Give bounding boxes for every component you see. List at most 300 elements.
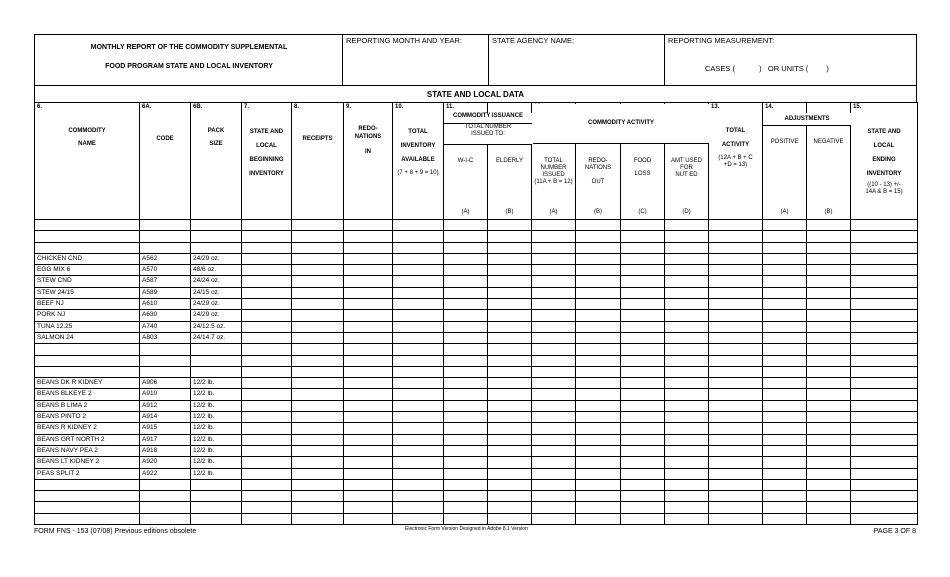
entry-cell[interactable] bbox=[532, 513, 576, 524]
entry-cell[interactable] bbox=[763, 355, 807, 366]
entry-cell[interactable] bbox=[242, 220, 292, 231]
entry-cell[interactable] bbox=[532, 366, 576, 377]
entry-cell[interactable] bbox=[444, 378, 488, 389]
entry-cell[interactable] bbox=[488, 366, 532, 377]
entry-cell[interactable] bbox=[532, 299, 576, 310]
entry-cell[interactable] bbox=[532, 468, 576, 479]
entry-cell[interactable] bbox=[709, 355, 763, 366]
entry-cell[interactable] bbox=[393, 502, 444, 513]
entry-cell[interactable] bbox=[709, 457, 763, 468]
entry-cell[interactable] bbox=[665, 332, 709, 343]
entry-cell[interactable] bbox=[444, 400, 488, 411]
entry-cell[interactable] bbox=[292, 457, 344, 468]
entry-cell[interactable] bbox=[851, 468, 918, 479]
entry-cell[interactable] bbox=[292, 468, 344, 479]
entry-cell[interactable] bbox=[532, 378, 576, 389]
entry-cell[interactable] bbox=[344, 276, 393, 287]
entry-cell[interactable] bbox=[665, 400, 709, 411]
entry-cell[interactable] bbox=[444, 468, 488, 479]
entry-cell[interactable] bbox=[344, 344, 393, 355]
entry-cell[interactable] bbox=[851, 310, 918, 321]
entry-cell[interactable] bbox=[393, 287, 444, 298]
entry-cell[interactable] bbox=[532, 423, 576, 434]
entry-cell[interactable] bbox=[576, 412, 621, 423]
entry-cell[interactable] bbox=[393, 378, 444, 389]
entry-cell[interactable] bbox=[444, 310, 488, 321]
entry-cell[interactable] bbox=[807, 445, 851, 456]
entry-cell[interactable] bbox=[393, 299, 444, 310]
entry-cell[interactable] bbox=[621, 276, 665, 287]
entry-cell[interactable] bbox=[763, 412, 807, 423]
entry-cell[interactable] bbox=[851, 344, 918, 355]
entry-cell[interactable] bbox=[665, 276, 709, 287]
entry-cell[interactable] bbox=[576, 299, 621, 310]
entry-cell[interactable] bbox=[763, 220, 807, 231]
entry-cell[interactable] bbox=[444, 299, 488, 310]
entry-cell[interactable] bbox=[488, 423, 532, 434]
entry-cell[interactable] bbox=[532, 479, 576, 490]
entry-cell[interactable] bbox=[665, 491, 709, 502]
entry-cell[interactable] bbox=[393, 389, 444, 400]
entry-cell[interactable] bbox=[763, 389, 807, 400]
entry-cell[interactable] bbox=[242, 389, 292, 400]
state-agency-field[interactable] bbox=[489, 35, 665, 85]
entry-cell[interactable] bbox=[444, 502, 488, 513]
entry-cell[interactable] bbox=[576, 265, 621, 276]
entry-cell[interactable] bbox=[444, 332, 488, 343]
entry-cell[interactable] bbox=[242, 332, 292, 343]
entry-cell[interactable] bbox=[444, 366, 488, 377]
entry-cell[interactable] bbox=[444, 434, 488, 445]
entry-cell[interactable] bbox=[344, 423, 393, 434]
entry-cell[interactable] bbox=[807, 423, 851, 434]
entry-cell[interactable] bbox=[621, 400, 665, 411]
entry-cell[interactable] bbox=[393, 423, 444, 434]
entry-cell[interactable] bbox=[488, 276, 532, 287]
entry-cell[interactable] bbox=[488, 502, 532, 513]
entry-cell[interactable] bbox=[488, 378, 532, 389]
entry-cell[interactable] bbox=[851, 355, 918, 366]
entry-cell[interactable] bbox=[621, 253, 665, 264]
entry-cell[interactable] bbox=[393, 253, 444, 264]
entry-cell[interactable] bbox=[576, 457, 621, 468]
entry-cell[interactable] bbox=[851, 265, 918, 276]
entry-cell[interactable] bbox=[807, 491, 851, 502]
entry-cell[interactable] bbox=[576, 491, 621, 502]
entry-cell[interactable] bbox=[393, 412, 444, 423]
entry-cell[interactable] bbox=[242, 355, 292, 366]
entry-cell[interactable] bbox=[488, 332, 532, 343]
entry-cell[interactable] bbox=[576, 355, 621, 366]
entry-cell[interactable] bbox=[665, 287, 709, 298]
entry-cell[interactable] bbox=[709, 502, 763, 513]
entry-cell[interactable] bbox=[242, 344, 292, 355]
entry-cell[interactable] bbox=[709, 220, 763, 231]
entry-cell[interactable] bbox=[242, 502, 292, 513]
entry-cell[interactable] bbox=[665, 344, 709, 355]
entry-cell[interactable] bbox=[242, 276, 292, 287]
entry-cell[interactable] bbox=[665, 457, 709, 468]
entry-cell[interactable] bbox=[807, 242, 851, 253]
entry-cell[interactable] bbox=[444, 231, 488, 242]
entry-cell[interactable] bbox=[242, 321, 292, 332]
entry-cell[interactable] bbox=[807, 400, 851, 411]
entry-cell[interactable] bbox=[665, 502, 709, 513]
entry-cell[interactable] bbox=[851, 479, 918, 490]
entry-cell[interactable] bbox=[488, 457, 532, 468]
entry-cell[interactable] bbox=[807, 310, 851, 321]
entry-cell[interactable] bbox=[532, 220, 576, 231]
entry-cell[interactable] bbox=[393, 457, 444, 468]
entry-cell[interactable] bbox=[576, 332, 621, 343]
entry-cell[interactable] bbox=[444, 389, 488, 400]
entry-cell[interactable] bbox=[344, 491, 393, 502]
entry-cell[interactable] bbox=[344, 468, 393, 479]
entry-cell[interactable] bbox=[763, 287, 807, 298]
entry-cell[interactable] bbox=[621, 502, 665, 513]
entry-cell[interactable] bbox=[807, 321, 851, 332]
entry-cell[interactable] bbox=[851, 423, 918, 434]
entry-cell[interactable] bbox=[621, 242, 665, 253]
entry-cell[interactable] bbox=[665, 310, 709, 321]
entry-cell[interactable] bbox=[344, 457, 393, 468]
entry-cell[interactable] bbox=[532, 412, 576, 423]
entry-cell[interactable] bbox=[621, 299, 665, 310]
entry-cell[interactable] bbox=[709, 332, 763, 343]
entry-cell[interactable] bbox=[851, 457, 918, 468]
entry-cell[interactable] bbox=[344, 479, 393, 490]
entry-cell[interactable] bbox=[576, 321, 621, 332]
entry-cell[interactable] bbox=[763, 479, 807, 490]
entry-cell[interactable] bbox=[576, 253, 621, 264]
entry-cell[interactable] bbox=[709, 310, 763, 321]
entry-cell[interactable] bbox=[807, 220, 851, 231]
entry-cell[interactable] bbox=[807, 299, 851, 310]
entry-cell[interactable] bbox=[763, 265, 807, 276]
reporting-month-field[interactable] bbox=[343, 35, 489, 85]
entry-cell[interactable] bbox=[444, 242, 488, 253]
entry-cell[interactable] bbox=[444, 491, 488, 502]
entry-cell[interactable] bbox=[292, 276, 344, 287]
entry-cell[interactable] bbox=[807, 412, 851, 423]
entry-cell[interactable] bbox=[807, 287, 851, 298]
entry-cell[interactable] bbox=[851, 491, 918, 502]
entry-cell[interactable] bbox=[292, 344, 344, 355]
entry-cell[interactable] bbox=[851, 231, 918, 242]
entry-cell[interactable] bbox=[444, 276, 488, 287]
entry-cell[interactable] bbox=[242, 242, 292, 253]
entry-cell[interactable] bbox=[763, 332, 807, 343]
entry-cell[interactable] bbox=[444, 445, 488, 456]
entry-cell[interactable] bbox=[709, 299, 763, 310]
entry-cell[interactable] bbox=[576, 400, 621, 411]
entry-cell[interactable] bbox=[242, 412, 292, 423]
entry-cell[interactable] bbox=[292, 400, 344, 411]
entry-cell[interactable] bbox=[763, 378, 807, 389]
entry-cell[interactable] bbox=[344, 321, 393, 332]
entry-cell[interactable] bbox=[851, 253, 918, 264]
entry-cell[interactable] bbox=[709, 253, 763, 264]
entry-cell[interactable] bbox=[621, 366, 665, 377]
entry-cell[interactable] bbox=[621, 513, 665, 524]
entry-cell[interactable] bbox=[709, 434, 763, 445]
entry-cell[interactable] bbox=[665, 231, 709, 242]
entry-cell[interactable] bbox=[851, 445, 918, 456]
entry-cell[interactable] bbox=[393, 513, 444, 524]
entry-cell[interactable] bbox=[665, 468, 709, 479]
entry-cell[interactable] bbox=[576, 468, 621, 479]
entry-cell[interactable] bbox=[576, 220, 621, 231]
entry-cell[interactable] bbox=[292, 220, 344, 231]
entry-cell[interactable] bbox=[763, 276, 807, 287]
entry-cell[interactable] bbox=[621, 332, 665, 343]
entry-cell[interactable] bbox=[292, 366, 344, 377]
entry-cell[interactable] bbox=[709, 287, 763, 298]
entry-cell[interactable] bbox=[763, 321, 807, 332]
entry-cell[interactable] bbox=[665, 265, 709, 276]
entry-cell[interactable] bbox=[532, 287, 576, 298]
entry-cell[interactable] bbox=[344, 242, 393, 253]
entry-cell[interactable] bbox=[344, 412, 393, 423]
entry-cell[interactable] bbox=[709, 423, 763, 434]
entry-cell[interactable] bbox=[621, 479, 665, 490]
entry-cell[interactable] bbox=[576, 479, 621, 490]
entry-cell[interactable] bbox=[709, 389, 763, 400]
entry-cell[interactable] bbox=[621, 287, 665, 298]
entry-cell[interactable] bbox=[242, 445, 292, 456]
entry-cell[interactable] bbox=[444, 412, 488, 423]
entry-cell[interactable] bbox=[344, 378, 393, 389]
entry-cell[interactable] bbox=[292, 299, 344, 310]
entry-cell[interactable] bbox=[576, 344, 621, 355]
entry-cell[interactable] bbox=[532, 321, 576, 332]
entry-cell[interactable] bbox=[665, 479, 709, 490]
entry-cell[interactable] bbox=[709, 445, 763, 456]
entry-cell[interactable] bbox=[242, 457, 292, 468]
entry-cell[interactable] bbox=[851, 412, 918, 423]
entry-cell[interactable] bbox=[709, 276, 763, 287]
entry-cell[interactable] bbox=[807, 231, 851, 242]
entry-cell[interactable] bbox=[709, 265, 763, 276]
entry-cell[interactable] bbox=[292, 378, 344, 389]
entry-cell[interactable] bbox=[709, 242, 763, 253]
entry-cell[interactable] bbox=[444, 457, 488, 468]
entry-cell[interactable] bbox=[807, 344, 851, 355]
entry-cell[interactable] bbox=[665, 366, 709, 377]
entry-cell[interactable] bbox=[807, 457, 851, 468]
entry-cell[interactable] bbox=[763, 242, 807, 253]
entry-cell[interactable] bbox=[763, 491, 807, 502]
entry-cell[interactable] bbox=[292, 242, 344, 253]
entry-cell[interactable] bbox=[621, 491, 665, 502]
entry-cell[interactable] bbox=[851, 287, 918, 298]
entry-cell[interactable] bbox=[292, 231, 344, 242]
entry-cell[interactable] bbox=[807, 434, 851, 445]
entry-cell[interactable] bbox=[532, 389, 576, 400]
entry-cell[interactable] bbox=[763, 457, 807, 468]
entry-cell[interactable] bbox=[532, 231, 576, 242]
entry-cell[interactable] bbox=[393, 355, 444, 366]
entry-cell[interactable] bbox=[576, 276, 621, 287]
entry-cell[interactable] bbox=[576, 378, 621, 389]
entry-cell[interactable] bbox=[488, 253, 532, 264]
entry-cell[interactable] bbox=[576, 310, 621, 321]
entry-cell[interactable] bbox=[532, 242, 576, 253]
entry-cell[interactable] bbox=[344, 502, 393, 513]
entry-cell[interactable] bbox=[709, 468, 763, 479]
entry-cell[interactable] bbox=[621, 220, 665, 231]
entry-cell[interactable] bbox=[851, 242, 918, 253]
entry-cell[interactable] bbox=[665, 242, 709, 253]
entry-cell[interactable] bbox=[665, 445, 709, 456]
entry-cell[interactable] bbox=[851, 389, 918, 400]
entry-cell[interactable] bbox=[621, 389, 665, 400]
entry-cell[interactable] bbox=[292, 253, 344, 264]
entry-cell[interactable] bbox=[807, 332, 851, 343]
entry-cell[interactable] bbox=[576, 366, 621, 377]
entry-cell[interactable] bbox=[393, 344, 444, 355]
entry-cell[interactable] bbox=[292, 502, 344, 513]
entry-cell[interactable] bbox=[851, 378, 918, 389]
entry-cell[interactable] bbox=[292, 355, 344, 366]
entry-cell[interactable] bbox=[763, 445, 807, 456]
entry-cell[interactable] bbox=[344, 366, 393, 377]
entry-cell[interactable] bbox=[807, 378, 851, 389]
entry-cell[interactable] bbox=[242, 366, 292, 377]
entry-cell[interactable] bbox=[344, 434, 393, 445]
entry-cell[interactable] bbox=[807, 253, 851, 264]
entry-cell[interactable] bbox=[344, 287, 393, 298]
entry-cell[interactable] bbox=[665, 378, 709, 389]
entry-cell[interactable] bbox=[851, 299, 918, 310]
entry-cell[interactable] bbox=[621, 423, 665, 434]
entry-cell[interactable] bbox=[851, 220, 918, 231]
entry-cell[interactable] bbox=[344, 310, 393, 321]
entry-cell[interactable] bbox=[851, 502, 918, 513]
entry-cell[interactable] bbox=[851, 276, 918, 287]
entry-cell[interactable] bbox=[393, 220, 444, 231]
entry-cell[interactable] bbox=[621, 321, 665, 332]
entry-cell[interactable] bbox=[242, 491, 292, 502]
entry-cell[interactable] bbox=[292, 412, 344, 423]
entry-cell[interactable] bbox=[763, 502, 807, 513]
entry-cell[interactable] bbox=[851, 513, 918, 524]
entry-cell[interactable] bbox=[393, 321, 444, 332]
entry-cell[interactable] bbox=[344, 355, 393, 366]
entry-cell[interactable] bbox=[488, 310, 532, 321]
entry-cell[interactable] bbox=[576, 423, 621, 434]
entry-cell[interactable] bbox=[621, 412, 665, 423]
entry-cell[interactable] bbox=[576, 434, 621, 445]
entry-cell[interactable] bbox=[532, 434, 576, 445]
entry-cell[interactable] bbox=[807, 502, 851, 513]
entry-cell[interactable] bbox=[292, 389, 344, 400]
entry-cell[interactable] bbox=[393, 479, 444, 490]
entry-cell[interactable] bbox=[576, 502, 621, 513]
entry-cell[interactable] bbox=[488, 265, 532, 276]
entry-cell[interactable] bbox=[242, 310, 292, 321]
entry-cell[interactable] bbox=[665, 220, 709, 231]
entry-cell[interactable] bbox=[488, 445, 532, 456]
entry-cell[interactable] bbox=[242, 434, 292, 445]
entry-cell[interactable] bbox=[292, 513, 344, 524]
entry-cell[interactable] bbox=[242, 265, 292, 276]
entry-cell[interactable] bbox=[807, 276, 851, 287]
entry-cell[interactable] bbox=[393, 310, 444, 321]
entry-cell[interactable] bbox=[344, 389, 393, 400]
entry-cell[interactable] bbox=[292, 265, 344, 276]
entry-cell[interactable] bbox=[242, 299, 292, 310]
entry-cell[interactable] bbox=[242, 423, 292, 434]
entry-cell[interactable] bbox=[444, 479, 488, 490]
entry-cell[interactable] bbox=[709, 378, 763, 389]
entry-cell[interactable] bbox=[532, 502, 576, 513]
entry-cell[interactable] bbox=[242, 513, 292, 524]
entry-cell[interactable] bbox=[621, 310, 665, 321]
entry-cell[interactable] bbox=[444, 287, 488, 298]
entry-cell[interactable] bbox=[763, 423, 807, 434]
entry-cell[interactable] bbox=[393, 332, 444, 343]
entry-cell[interactable] bbox=[709, 366, 763, 377]
entry-cell[interactable] bbox=[444, 344, 488, 355]
entry-cell[interactable] bbox=[444, 423, 488, 434]
entry-cell[interactable] bbox=[621, 445, 665, 456]
entry-cell[interactable] bbox=[621, 355, 665, 366]
entry-cell[interactable] bbox=[851, 400, 918, 411]
entry-cell[interactable] bbox=[488, 321, 532, 332]
entry-cell[interactable] bbox=[665, 299, 709, 310]
entry-cell[interactable] bbox=[851, 366, 918, 377]
entry-cell[interactable] bbox=[242, 378, 292, 389]
entry-cell[interactable] bbox=[665, 321, 709, 332]
entry-cell[interactable] bbox=[444, 355, 488, 366]
entry-cell[interactable] bbox=[763, 400, 807, 411]
entry-cell[interactable] bbox=[709, 412, 763, 423]
entry-cell[interactable] bbox=[292, 445, 344, 456]
entry-cell[interactable] bbox=[344, 231, 393, 242]
entry-cell[interactable] bbox=[665, 412, 709, 423]
entry-cell[interactable] bbox=[242, 253, 292, 264]
entry-cell[interactable] bbox=[292, 434, 344, 445]
entry-cell[interactable] bbox=[709, 231, 763, 242]
entry-cell[interactable] bbox=[393, 265, 444, 276]
entry-cell[interactable] bbox=[709, 479, 763, 490]
entry-cell[interactable] bbox=[242, 287, 292, 298]
entry-cell[interactable] bbox=[393, 242, 444, 253]
entry-cell[interactable] bbox=[444, 220, 488, 231]
entry-cell[interactable] bbox=[532, 355, 576, 366]
entry-cell[interactable] bbox=[763, 253, 807, 264]
entry-cell[interactable] bbox=[393, 400, 444, 411]
entry-cell[interactable] bbox=[488, 242, 532, 253]
entry-cell[interactable] bbox=[763, 468, 807, 479]
entry-cell[interactable] bbox=[576, 231, 621, 242]
entry-cell[interactable] bbox=[709, 344, 763, 355]
entry-cell[interactable] bbox=[807, 513, 851, 524]
entry-cell[interactable] bbox=[393, 276, 444, 287]
entry-cell[interactable] bbox=[807, 389, 851, 400]
entry-cell[interactable] bbox=[488, 434, 532, 445]
entry-cell[interactable] bbox=[709, 321, 763, 332]
entry-cell[interactable] bbox=[488, 468, 532, 479]
entry-cell[interactable] bbox=[763, 513, 807, 524]
entry-cell[interactable] bbox=[532, 400, 576, 411]
entry-cell[interactable] bbox=[344, 445, 393, 456]
entry-cell[interactable] bbox=[242, 479, 292, 490]
entry-cell[interactable] bbox=[665, 253, 709, 264]
entry-cell[interactable] bbox=[709, 491, 763, 502]
entry-cell[interactable] bbox=[242, 231, 292, 242]
